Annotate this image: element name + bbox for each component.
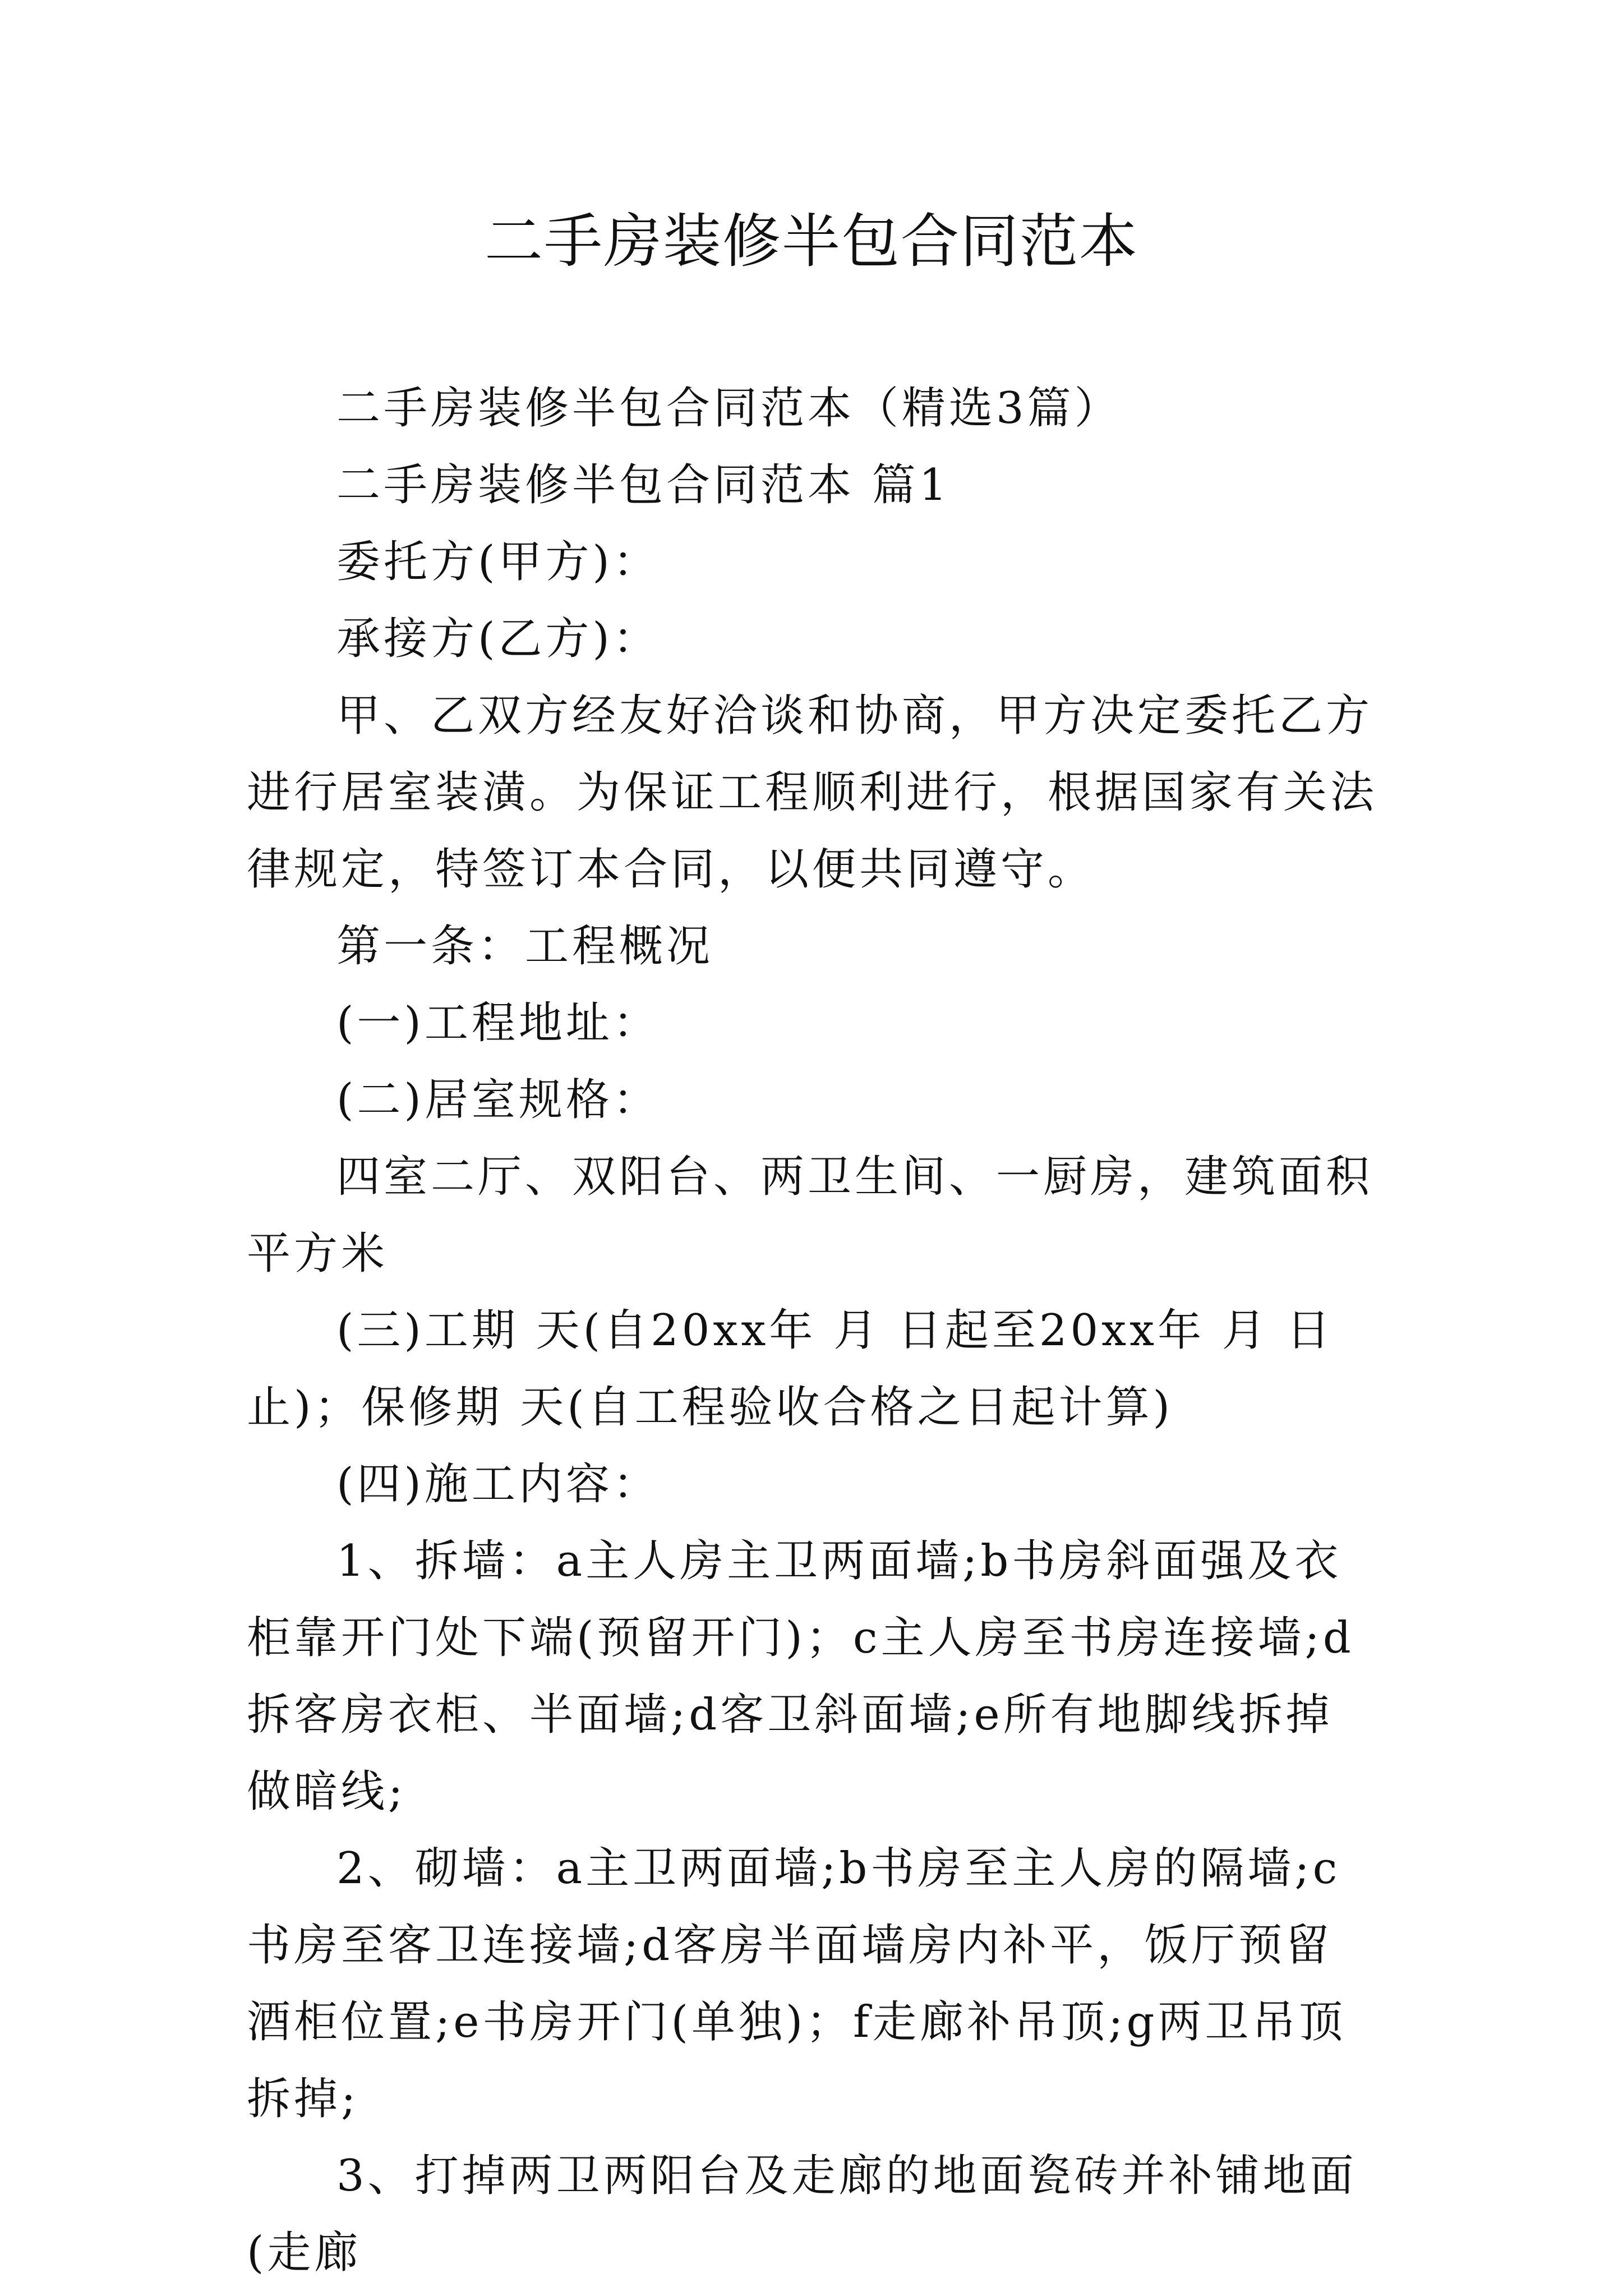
paragraph-party-a: 委托方(甲方)： (336, 537, 660, 587)
document-title: 二手房装修半包合同范本 (484, 207, 1138, 275)
paragraph-address: (一)工程地址： (336, 998, 660, 1048)
paragraph-schedule: (三)工期 天(自20xx年 月 日起至20xx年 月 日止)；保修期 天(自工程验收合格之日起计算) (247, 1305, 1334, 1433)
paragraph-room-spec: (二)居室规格： (336, 1075, 660, 1125)
paragraph-section-heading: 二手房装修半包合同范本 篇1 (336, 460, 951, 510)
paragraph-room-layout: 四室二厅、双阳台、两卫生间、一厨房，建筑面积 平方米 (247, 1152, 1373, 1279)
document-body (247, 370, 1380, 2292)
paragraph-subtitle: 二手房装修半包合同范本（精选3篇） (336, 383, 1122, 434)
paragraph-article-1: 第一条：工程概况 (336, 921, 714, 972)
paragraph-work-scope: (四)施工内容： (336, 1459, 660, 1510)
paragraph-item-1: 1、拆墙：a主人房主卫两面墙;b书房斜面强及衣柜靠开门处下端(预留开门)；c主人房至书房连接墙;d拆客房衣柜、半面墙;d客卫斜面墙;e所有地脚线拆掉做暗线; (247, 1536, 1354, 1817)
paragraph-intro: 甲、乙双方经友好洽谈和协商，甲方决定委托乙方进行居室装潢。为保证工程顺利进行，根据国家有关法律规定，特签订本合同，以便共同遵守。 (247, 691, 1378, 895)
paragraph-item-3: 3、打掉两卫两阳台及走廊的地面瓷砖并补铺地面(走廊 (247, 2151, 1357, 2278)
paragraph-item-2: 2、砌墙：a主卫两面墙;b书房至主人房的隔墙;c书房至客卫连接墙;d客房半面墙房内补平，饭厅预留酒柜位置;e书房开门(单独)；f走廊补吊顶;g两卫吊顶拆掉; (247, 1843, 1347, 2124)
paragraph-party-b: 承接方(乙方)： (336, 614, 660, 664)
